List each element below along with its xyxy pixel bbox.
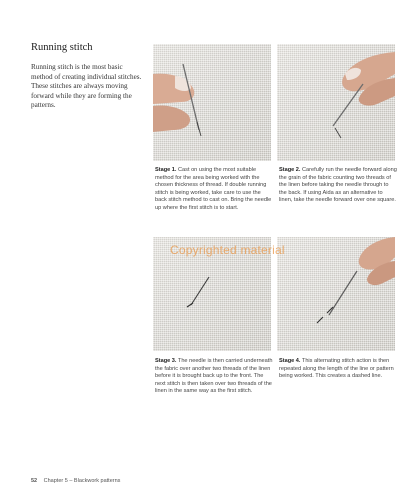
stage-4-label: Stage 4. [279, 358, 301, 364]
page-footer [31, 478, 120, 484]
stage-1-label: Stage 1. [155, 167, 177, 173]
stage-1-photo [153, 44, 271, 161]
page-number: 52 [31, 478, 38, 484]
stage-1-text: Cast on using the most suitable method for the area being worked with the chosen thickness of thread. If double running stitch is being worked, take care to use the back stitch method to cast on. Bring the needle up where the first stitch is to start. [155, 167, 272, 211]
intro-paragraph: Running stitch is the most basic method of creating individual stitches. These stitches are always moving forward while they are forming the patterns. [31, 63, 142, 110]
section-heading: Running stitch [31, 42, 93, 53]
stage-2-caption [279, 167, 397, 205]
stage-2-photo [277, 44, 395, 161]
stage-3-caption [155, 358, 273, 396]
stage-3-text: The needle is then carried underneath the fabric over another two threads of the linen before it is brought back up to the front. The next stitch is then taken over two threads of the linen in the same way as the first stitch. [155, 358, 273, 395]
stage-4-text: This alternating stitch action is then repeated along the length of the line or pattern being worked. This creates a dashed line. [279, 358, 394, 380]
stage-2-label: Stage 2. [279, 167, 301, 173]
chapter-label: Chapter 5 – Blackwork patterns [43, 478, 121, 484]
stage-3-label: Stage 3. [155, 358, 177, 364]
stage-2-text: Carefully run the needle forward along the grain of the fabric counting two threads of the linen before taking the needle through to the back. If using Aida as an alternative to linen, take the needle forward over one square. [279, 167, 397, 204]
copyright-watermark: Copyrighted material [170, 243, 285, 257]
stage-4-caption [279, 358, 397, 381]
stage-4-photo [277, 237, 395, 351]
stage-1-caption [155, 167, 273, 213]
